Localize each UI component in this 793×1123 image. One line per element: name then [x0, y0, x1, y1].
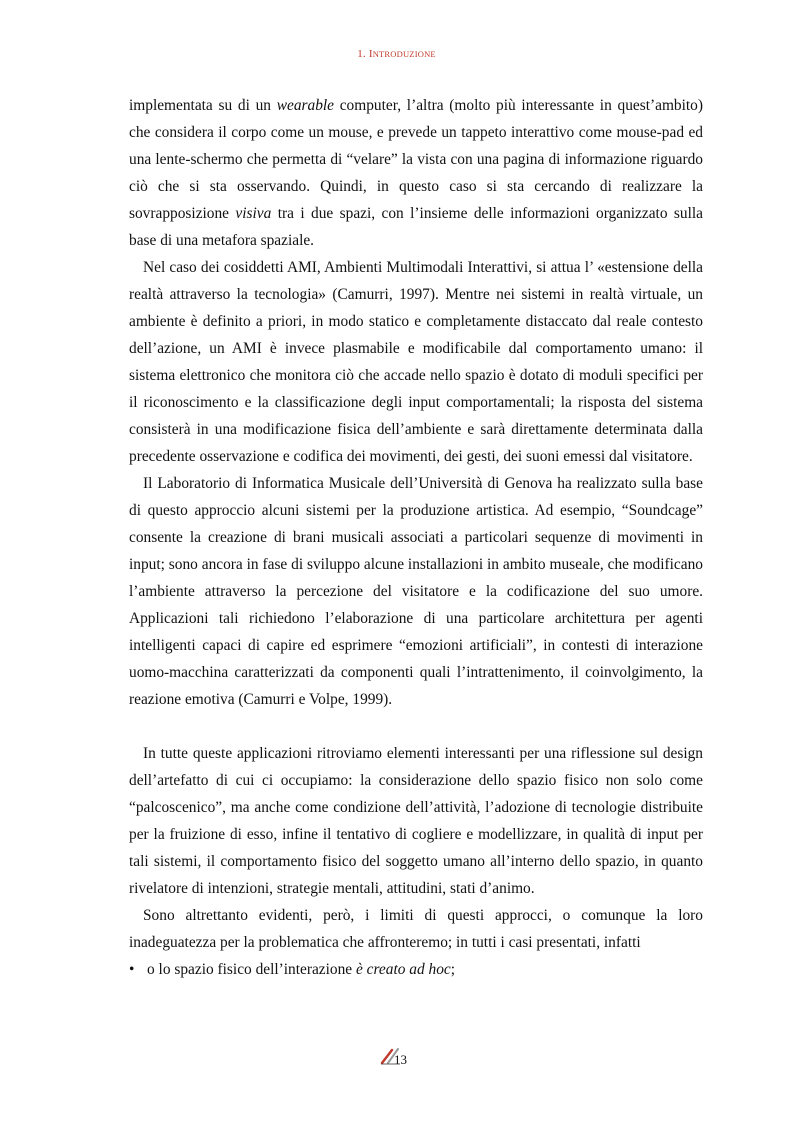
- header-rest: NTRODUZIONE: [372, 49, 436, 59]
- paragraph-1-text-a: implementata su di un: [129, 97, 277, 114]
- paragraph-1-text-c: computer, l’altra (molto più interessante in quest’ambito) che considera il corpo come un mouse, e prevede un tappeto interattivo come mouse-pad ed una lente-schermo che permetta di “velare” la vista con una pagina di informazione riguardo ciò che si sta osservando. Quindi, in questo caso si sta cercando di realizzare la sovrapposizione: [129, 97, 703, 222]
- paragraph-gap: [129, 713, 703, 740]
- running-header: [0, 48, 793, 60]
- bullet-text-c: ;: [450, 961, 455, 978]
- header-first-letter: I: [368, 48, 373, 60]
- bullet-text-a: o lo spazio fisico dell’interazione: [147, 961, 356, 978]
- paragraph-3: Il Laboratorio di Informatica Musicale dell’Università di Genova ha realizzato sulla base di questo approccio alcuni sistemi per la produzione artistica. Ad esempio, “Soundcage” consente la creazione di brani musicali associati a particolari sequenze di movimenti in input; sono ancora in fase di sviluppo alcune installazioni in ambito museale, che modificano l’ambiente attraverso la percezione del visitatore e la codificazione del suo umore. Applicazioni tali richiedono l’elaborazione di una particolare architettura per agenti intelligenti capaci di capire ed esprimere “emozioni artificiali”, in contesti di interazione uomo-macchina caratterizzati da componenti quali l’intrattenimento, il coinvolgimento, la reazione emotiva (Camurri e Volpe, 1999).: [129, 475, 703, 708]
- bullet-italic: è creato ad hoc: [355, 961, 451, 978]
- bullet-marker: •: [129, 961, 135, 978]
- list-item: [129, 956, 703, 983]
- paragraph-1: [129, 92, 703, 254]
- paragraph-1-italic-wearable: wearable: [276, 97, 334, 114]
- bullet-list: [129, 956, 703, 983]
- paragraph-2: Nel caso dei cosiddetti AMI, Ambienti Multimodali Interattivi, si attua l’ «estensione della realtà attraverso la tecnologia» (Camurri, 1997). Mentre nei sistemi in realtà virtuale, un ambiente è definito a priori, in modo statico e completamente distaccato dal reale contesto dell’azione, un AMI è invece plasmabile e modificabile dal comportamento umano: il sistema elettronico che monitora ciò che accade nello spazio è dotato di moduli specifici per il riconoscimento e la classificazione degli input comportamentali; la risposta del sistema consisterà in una modificazione fisica dell’ambiente e sarà direttamente determinata dalla precedente osservazione e codifica dei movimenti, dei gesti, dei suoni emessi dal visitatore.: [129, 259, 703, 465]
- paragraph-1-italic-visiva: visiva: [235, 205, 272, 222]
- paragraph-4: In tutte queste applicazioni ritroviamo elementi interessanti per una riflessione sul design dell’artefatto di cui ci occupiamo: la considerazione dello spazio fisico non solo come “palcoscenico”, ma anche come condizione dell’attività, l’adozione di tecnologie distribuite per la fruizione di esso, infine il tentativo di cogliere e modellizzare, in qualità di input per tali sistemi, il comportamento fisico del soggetto umano all’interno dello spazio, in quanto rivelatore di intenzioni, strategie mentali, attitudini, stati d’animo.: [129, 745, 703, 897]
- page-footer: [0, 1052, 793, 1068]
- page-body: [129, 92, 703, 983]
- header-number: 1.: [357, 48, 369, 60]
- paragraph-5: Sono altrettanto evidenti, però, i limiti di questi approcci, o comunque la loro inadeguatezza per la problematica che affronteremo; in tutti i casi presentati, infatti: [129, 907, 703, 951]
- page-number: 13: [394, 1052, 407, 1067]
- pen-mark-icon: [380, 1044, 402, 1070]
- paragraph-1-text-e: tra i due spazi, con l’insieme delle informazioni organizzato sulla base di una metafora spaziale.: [129, 205, 703, 249]
